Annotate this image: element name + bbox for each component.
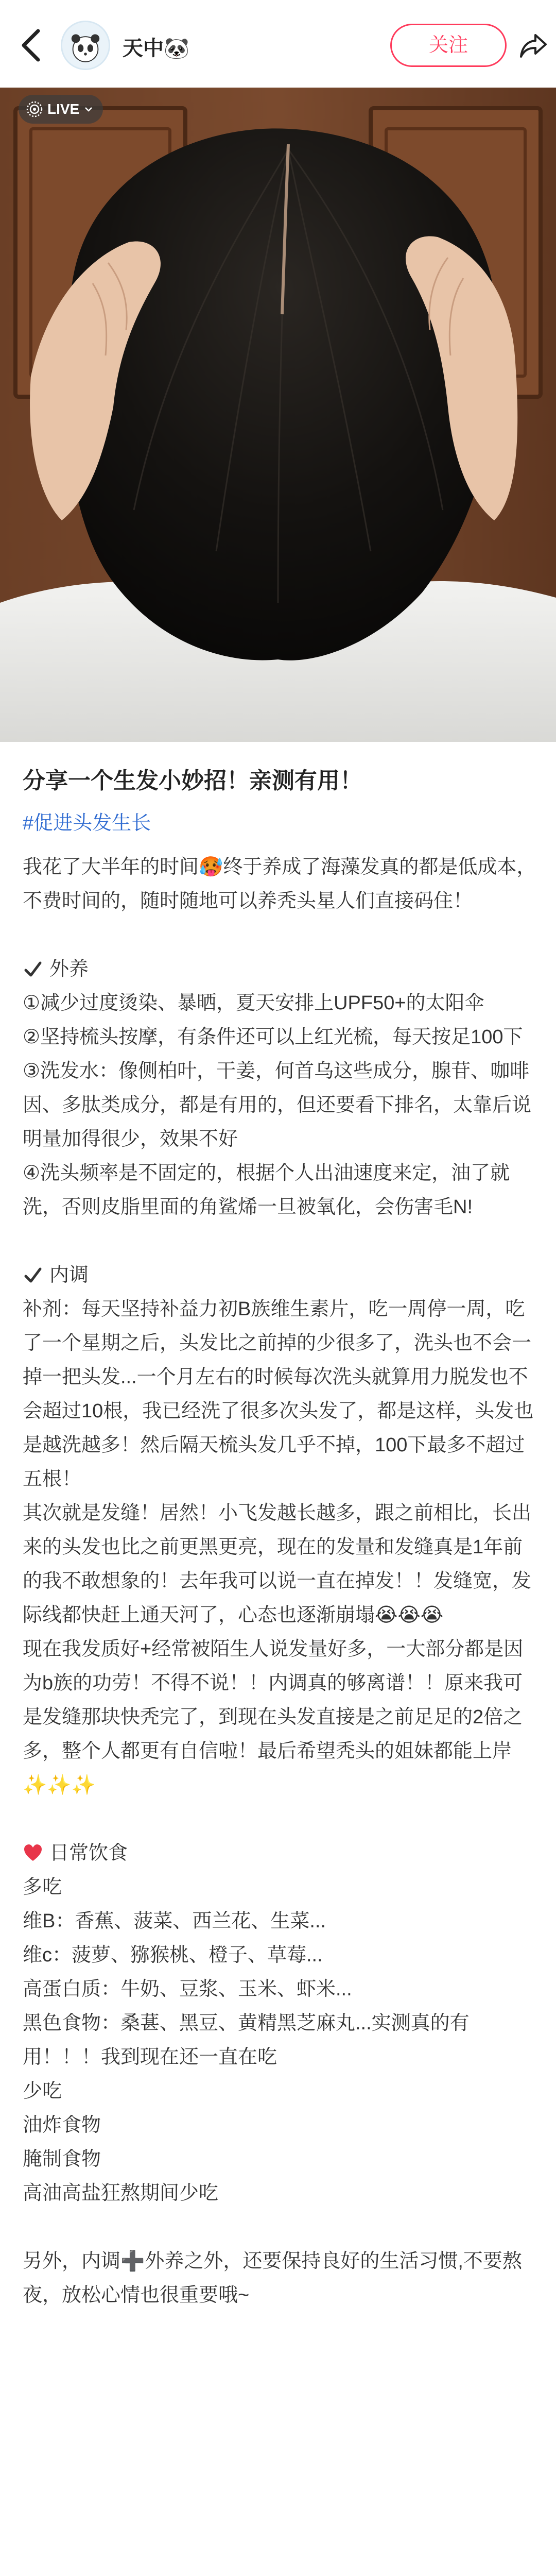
follow-button[interactable]: 关注: [390, 24, 507, 67]
author-avatar[interactable]: [61, 21, 110, 70]
live-badge[interactable]: [19, 95, 103, 124]
paragraph: 其次就是发缝！居然！小飞发越长越多，跟之前相比，长出来的头发也比之前更黑更亮，现在的发量和发缝真是1年前的我不敢想象的！去年我可以说一直在掉发！！发缝宽，发际线都快赶上通天河了，心态也逐渐崩塌😭😭😭: [23, 1502, 532, 1626]
paragraph: ②坚持梳头按摩，有条件还可以上红光梳，每天按足100下: [23, 1026, 523, 1048]
section-heading-external: 外养: [23, 952, 537, 986]
paragraph: 另外，内调➕外养之外，还要保持良好的生活习惯,不要熬夜，放松心情也很重要哦~: [23, 2250, 522, 2306]
paragraph: ①减少过度烫染、暴晒，夏天安排上UPF50+的太阳伞: [23, 992, 484, 1014]
chevron-left-icon: [15, 25, 46, 66]
live-label: LIVE: [47, 101, 80, 117]
chevron-down-icon: [83, 104, 94, 114]
check-icon: [23, 959, 43, 979]
post-body: [23, 850, 537, 2312]
paragraph: 现在我发质好+经常被陌生人说发量好多，一大部分都是因为b族的功劳！不得不说！！内调真的够离谱！！原来我可是发缝那块快秃完了，到现在头发直接是之前足足的2倍之多，整个人都更有自信啦！最后希望秃头的姐妹都能上岸✨✨✨: [23, 1638, 524, 1796]
paragraph: 多吃: [23, 1876, 62, 1898]
paragraph: 我花了大半年的时间🥵终于养成了海藻发真的都是低成本，不费时间的，随时随地可以养秃头星人们直接码住！: [23, 856, 536, 912]
paragraph: 少吃: [23, 2080, 62, 2102]
hashtag-link[interactable]: #促进头发生长: [23, 812, 151, 834]
paragraph: 油炸食物: [23, 2114, 101, 2136]
paragraph: 黑色食物：桑葚、黑豆、黄精黑芝麻丸...实测真的有用！！！我到现在还一直在吃: [23, 2012, 470, 2068]
post-header: [0, 0, 556, 88]
paragraph: 维c：菠萝、猕猴桃、橙子、草莓...: [23, 1944, 323, 1966]
paragraph: 补剂：每天坚持补益力初B族维生素片，吃一周停一周，吃了一个星期之后，头发比之前掉的少很多了，洗头也不会一掉一把头发...一个月左右的时候每次洗头就算用力脱发也不会超过10根，我已经洗了很多次头发了，都是这样，头发也是越洗越多！然后隔天梳头发几乎不掉，100下最多不超过五根！: [23, 1298, 534, 1490]
paragraph: 腌制食物: [23, 2148, 101, 2170]
check-icon: [23, 1265, 43, 1285]
paragraph: 维B：香蕉、菠菜、西兰花、生菜...: [23, 1910, 326, 1932]
post-photo[interactable]: [0, 88, 556, 742]
heart-icon: [23, 1843, 43, 1863]
live-photo-icon: [26, 100, 43, 118]
share-button[interactable]: [518, 30, 549, 61]
paragraph: 高蛋白质：牛奶、豆浆、玉米、虾米...: [23, 1978, 352, 2000]
paragraph: 高油高盐狂熬期间少吃: [23, 2182, 219, 2204]
share-icon: [518, 30, 549, 61]
author-name[interactable]: 天中🐼: [123, 37, 189, 60]
section-heading-internal: 内调: [23, 1258, 537, 1292]
paragraph: ④洗头频率是不固定的，根据个人出油速度来定，油了就洗，否则皮脂里面的角鲨烯一旦被氧化，会伤害毛N!: [23, 1162, 510, 1218]
back-button[interactable]: [15, 25, 46, 66]
post-title: 分享一个生发小妙招！亲测有用！: [23, 768, 362, 793]
section-heading-diet: 日常饮食: [23, 1836, 537, 1870]
paragraph: ③洗发水：像侧柏叶，干姜，何首乌这些成分，腺苷、咖啡因、多肽类成分，都是有用的，但还要看下排名，太靠后说明量加得很少，效果不好: [23, 1060, 532, 1150]
post-content: [23, 766, 537, 2312]
